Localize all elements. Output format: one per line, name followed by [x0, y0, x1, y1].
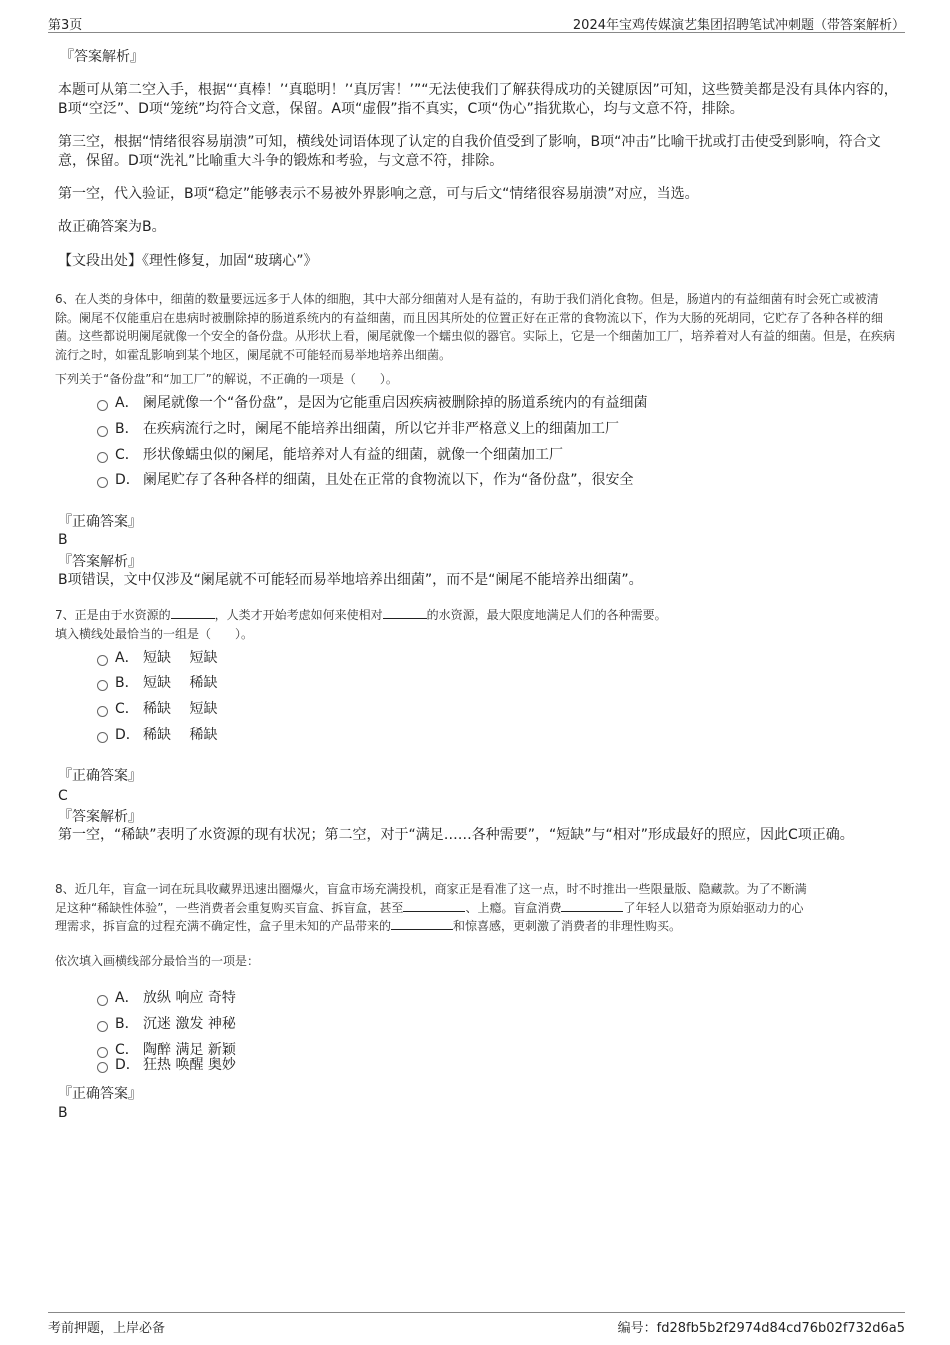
radio-icon[interactable]	[97, 477, 108, 488]
option-c[interactable]: C． 稀缺 短缺	[97, 699, 217, 719]
fill-blank	[403, 899, 465, 912]
option-b[interactable]: B． 沉迷 激发 神秘	[97, 1014, 236, 1034]
footer-slogan: 考前押题，上岸必备	[48, 1321, 166, 1336]
option-a[interactable]: A． 阑尾就像一个“备份盘”，是因为它能重启因疾病被删除掉的肠道系统内的有益细菌	[97, 393, 648, 413]
analysis-heading: 『答案解析』	[58, 809, 142, 825]
fill-blank	[383, 606, 427, 619]
radio-icon[interactable]	[97, 732, 108, 743]
analysis-paragraph: 第一空，代入验证，B项“稳定”能够表示不易被外界影响之意，可与后文“情绪很容易崩溃”对应，当选。	[58, 186, 699, 202]
question-stem: 7、正是由于水资源的 ，人类才开始考虑如何来使相对 的水资源，最大限度地满足人们的各种需要。	[55, 608, 667, 622]
radio-icon[interactable]	[97, 655, 108, 666]
page-header	[48, 12, 905, 33]
correct-answer-heading: 『正确答案』	[58, 514, 142, 530]
option-d[interactable]: D． 狂热 唤醒 奥妙	[97, 1055, 236, 1075]
option-b[interactable]: B． 在疾病流行之时，阑尾不能培养出细菌，所以它并非严格意义上的细菌加工厂	[97, 419, 619, 439]
source-citation: 【文段出处】《理性修复，加固“玻璃心”》	[58, 253, 318, 269]
question-stem: 6、在人类的身体中，细菌的数量要远远多于人体的细胞，其中大部分细菌对人是有益的，有助于我们消化食物。但是，肠道内的有益细菌有时会死亡或被清除。阑尾不仅能重启在患病时被删除掉的肠道系统内的有益细菌，而且因其所处的位置正好在正常的食物流以下，作为大肠的死胡同，它贮存了各种各样的细菌。这些都说明阑尾就像一个安全的备份盘。从形状上看，阑尾就像一个蠕虫似的器官。实际上，它是一个细菌加工厂，培养着对人有益的细菌。但是，在疾病流行之时，如霍乱影响到某个地区，阑尾就不可能轻而易举地培养出细菌。	[55, 292, 896, 362]
correct-answer: B	[58, 1105, 68, 1121]
document-id: 编号：fd28fb5b2f2974d84cd76b02f732d6a5	[617, 1321, 905, 1336]
fill-blank	[171, 606, 215, 619]
analysis-paragraph: 第三空，根据“情绪很容易崩溃”可知，横线处词语体现了认定的自我价值受到了影响，B项“冲击”比喻干扰或打击使受到影响，符合文意，保留。D项“洗礼”比喻重大斗争的锻炼和考验，与文意不符，排除。	[58, 134, 881, 169]
analysis-paragraph: 本题可从第二空入手，根据“‘真棒！’‘真聪明！’‘真厉害！’”“无法使我们了解获得成功的关键原因”可知，这些赞美都是没有具体内容的，B项“空泛”、D项“笼统”均符合文意，保留。A项“虚假”指不真实，C项“伪心”指犹欺心，均与文意不符，排除。	[58, 82, 898, 117]
analysis-heading: 『答案解析』	[60, 49, 144, 65]
page-number: 第3页	[48, 18, 83, 33]
option-b[interactable]: B． 短缺 稀缺	[97, 673, 217, 693]
question-stem: 8、近几年，盲盒一词在玩具收藏界迅速出圈爆火，盲盒市场充满投机，商家正是看准了这一点，时不时推出一些限量版、隐藏款。为了不断满 足这种“稀缺性体验”，一些消费者会重复购买盲盒、拆盲盒，甚至 、上瘾。盲盒消费 了年轻人以猎奇为原始驱动力的心 理需求，拆盲盒的过程充满不确定性，盒子里未知的产品带来的 和惊喜感，更刺激了消费者的非理性购买。	[55, 882, 807, 933]
option-a[interactable]: A． 短缺 短缺	[97, 648, 217, 668]
question-prompt: 填入横线处最恰当的一组是（ ）。	[55, 627, 254, 641]
option-d[interactable]: D． 稀缺 稀缺	[97, 725, 217, 745]
option-a[interactable]: A． 放纵 响应 奇特	[97, 988, 236, 1008]
analysis-text: B项错误，文中仅涉及“阑尾就不可能轻而易举地培养出细菌”，而不是“阑尾不能培养出细菌”。	[58, 572, 643, 588]
analysis-heading: 『答案解析』	[58, 554, 142, 570]
correct-answer: C	[58, 788, 68, 804]
radio-icon[interactable]	[97, 1062, 108, 1073]
correct-answer-heading: 『正确答案』	[58, 768, 142, 784]
page-footer	[48, 1312, 905, 1335]
document-title: 2024年宝鸡传媒演艺集团招聘笔试冲刺题（带答案解析）	[572, 18, 905, 33]
radio-icon[interactable]	[97, 400, 108, 411]
correct-answer: B	[58, 532, 68, 548]
radio-icon[interactable]	[97, 1021, 108, 1032]
answer-conclusion: 故正确答案为B。	[58, 219, 166, 235]
option-d[interactable]: D． 阑尾贮存了各种各样的细菌，且处在正常的食物流以下，作为“备份盘”，很安全	[97, 470, 634, 490]
radio-icon[interactable]	[97, 995, 108, 1006]
fill-blank	[391, 917, 453, 930]
radio-icon[interactable]	[97, 452, 108, 463]
radio-icon[interactable]	[97, 426, 108, 437]
analysis-text: 第一空，“稀缺”表明了水资源的现有状况；第二空，对于“满足……各种需要”，“短缺”与“相对”形成最好的照应，因此C项正确。	[58, 827, 854, 843]
option-c[interactable]: C． 陶醉 满足 新颖	[97, 1040, 236, 1060]
fill-blank	[561, 899, 623, 912]
option-c[interactable]: C． 形状像蠕虫似的阑尾，能培养对人有益的细菌，就像一个细菌加工厂	[97, 445, 563, 465]
question-prompt: 依次填入画横线部分最恰当的一项是：	[55, 954, 260, 968]
correct-answer-heading: 『正确答案』	[58, 1086, 142, 1102]
radio-icon[interactable]	[97, 680, 108, 691]
radio-icon[interactable]	[97, 706, 108, 717]
question-prompt: 下列关于“备份盘”和“加工厂”的解说，不正确的一项是（ ）。	[55, 372, 398, 386]
